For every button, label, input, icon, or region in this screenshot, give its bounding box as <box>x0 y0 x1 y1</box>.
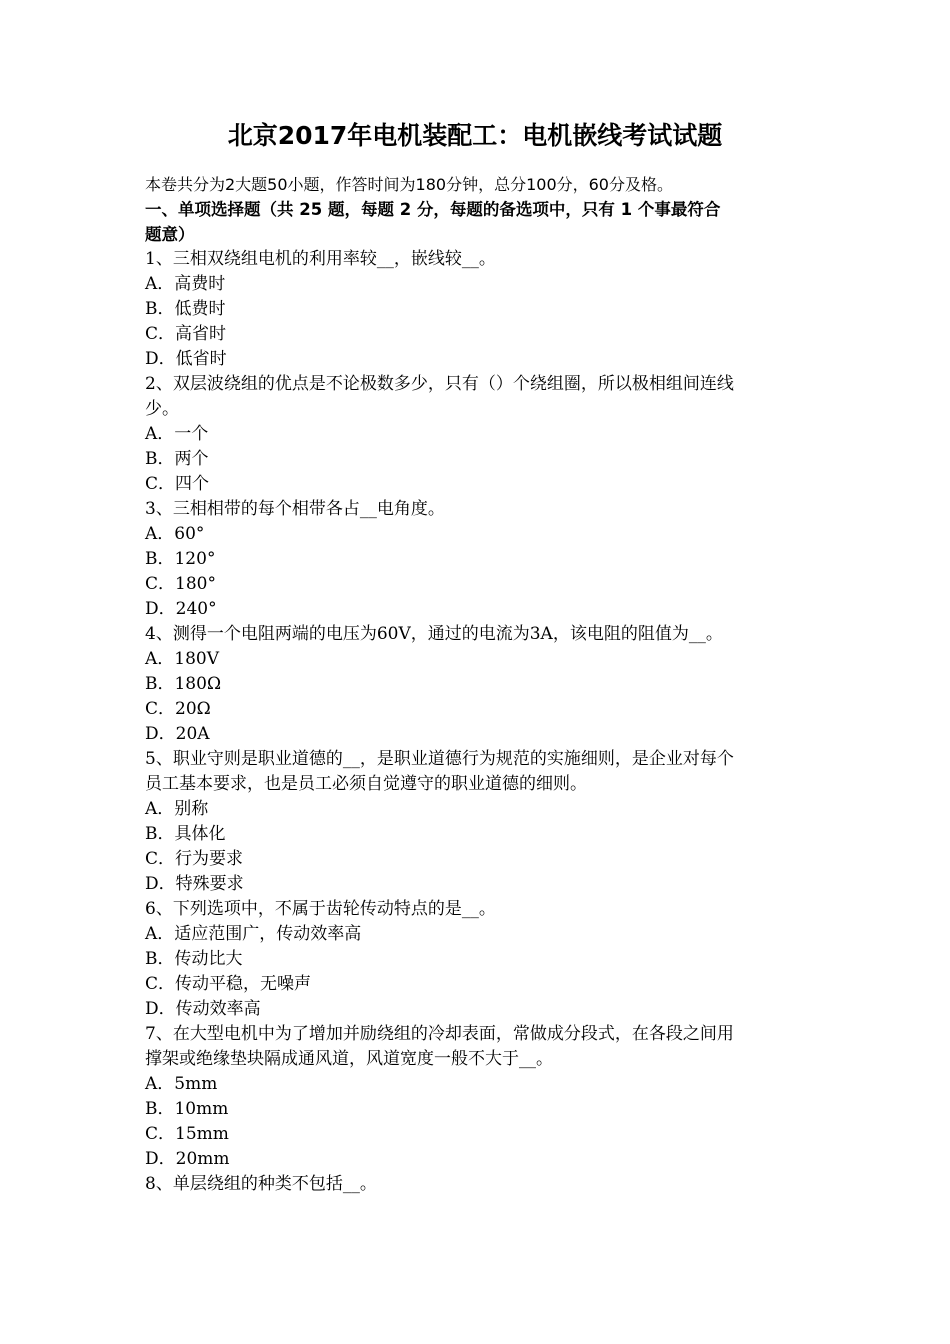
section-heading: 一、单项选择题（共 25 题，每题 2 分，每题的备选项中，只有 1 个事最符合 <box>145 200 721 219</box>
question-3 <box>145 497 810 622</box>
question-text-continued: 员工基本要求，也是员工必须自觉遵守的职业道德的细则。 <box>145 774 587 794</box>
answer-option: A．5mm <box>145 1074 218 1094</box>
question-2 <box>145 372 810 497</box>
answer-option: A．180V <box>145 649 220 669</box>
answer-option: A．60° <box>145 524 205 544</box>
question-7 <box>145 1022 810 1172</box>
question-text: 7、在大型电机中为了增加并励绕组的冷却表面，常做成分段式，在各段之间用 <box>145 1024 734 1044</box>
question-text-continued: 撑架或绝缘垫块隔成通风道，风道宽度一般不大于__。 <box>145 1049 553 1069</box>
question-4 <box>145 622 810 747</box>
answer-option: D．20A <box>145 724 210 744</box>
answer-option: C．行为要求 <box>145 849 244 869</box>
question-text: 3、三相相带的每个相带各占__电角度。 <box>145 499 445 519</box>
answer-option: B．传动比大 <box>145 949 243 969</box>
answer-option: D．特殊要求 <box>145 874 244 894</box>
answer-option: D．低省时 <box>145 349 227 369</box>
answer-option: C．传动平稳，无噪声 <box>145 974 312 994</box>
document-body <box>145 172 810 1197</box>
question-text: 2、双层波绕组的优点是不论极数多少，只有（）个绕组圈，所以极相组间连线 <box>145 374 734 394</box>
question-text-continued: 少。 <box>145 399 179 419</box>
question-text: 6、下列选项中，不属于齿轮传动特点的是__。 <box>145 899 496 919</box>
question-text: 4、测得一个电阻两端的电压为60V，通过的电流为3A，该电阻的阻值为__。 <box>145 624 723 644</box>
question-8 <box>145 1172 810 1197</box>
question-6 <box>145 897 810 1022</box>
answer-option: C．四个 <box>145 474 210 494</box>
answer-option: B．120° <box>145 549 216 569</box>
answer-option: A．高费时 <box>145 274 226 294</box>
exam-intro: 本卷共分为2大题50小题，作答时间为180分钟，总分100分，60分及格。 <box>145 175 673 194</box>
answer-option: B．低费时 <box>145 299 226 319</box>
answer-option: B．180Ω <box>145 674 222 694</box>
question-text: 1、三相双绕组电机的利用率较__，嵌线较__。 <box>145 249 496 269</box>
answer-option: A．一个 <box>145 424 209 444</box>
question-text: 8、单层绕组的种类不包括__。 <box>145 1174 377 1194</box>
answer-option: A．别称 <box>145 799 209 819</box>
answer-option: B．具体化 <box>145 824 226 844</box>
answer-option: C．高省时 <box>145 324 227 344</box>
answer-option: D．传动效率高 <box>145 999 261 1019</box>
question-5 <box>145 747 810 897</box>
question-text: 5、职业守则是职业道德的__，是职业道德行为规范的实施细则，是企业对每个 <box>145 749 734 769</box>
answer-option: D．20mm <box>145 1149 230 1169</box>
answer-option: C．15mm <box>145 1124 229 1144</box>
answer-option: D．240° <box>145 599 217 619</box>
document-title: 北京2017年电机装配工：电机嵌线考试试题 <box>227 121 723 150</box>
answer-option: C．180° <box>145 574 216 594</box>
answer-option: C．20Ω <box>145 699 211 719</box>
answer-option: B．两个 <box>145 449 209 469</box>
answer-option: A．适应范围广，传动效率高 <box>145 924 362 944</box>
section-heading-continued: 题意） <box>145 225 195 244</box>
question-1 <box>145 247 810 372</box>
answer-option: B．10mm <box>145 1099 229 1119</box>
